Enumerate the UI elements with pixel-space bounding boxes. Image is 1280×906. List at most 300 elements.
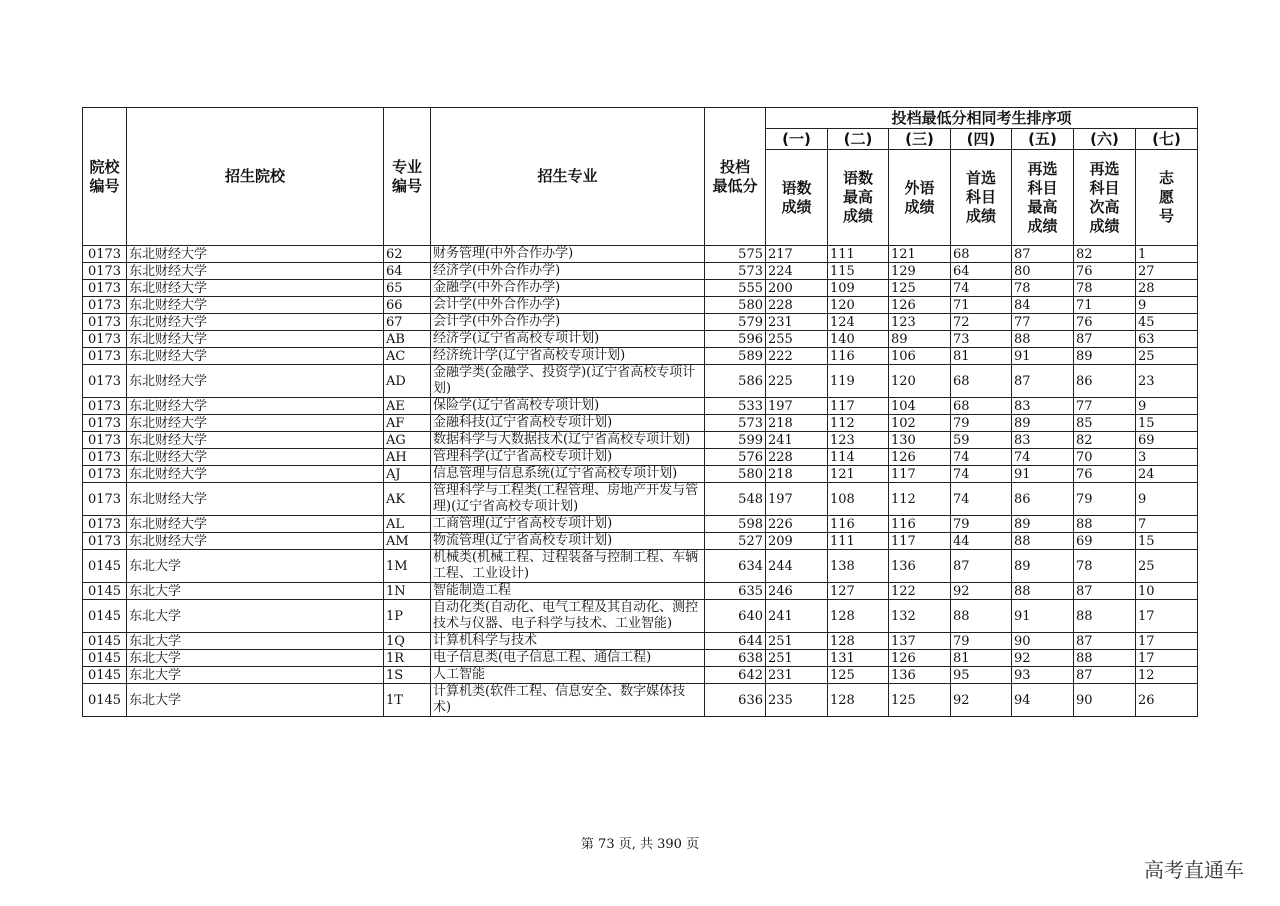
elective-second-cell: 88	[1074, 600, 1136, 633]
header-preference-no: 志 愿 号	[1136, 150, 1198, 246]
school-code-cell: 0173	[83, 466, 127, 483]
chinese-math-max-cell: 109	[828, 280, 889, 297]
first-subject-cell: 88	[951, 600, 1012, 633]
foreign-language-cell: 120	[889, 365, 951, 398]
preference-no-cell: 12	[1136, 667, 1198, 684]
major-name-cell: 电子信息类(电子信息工程、通信工程)	[431, 650, 705, 667]
foreign-language-cell: 137	[889, 633, 951, 650]
min-score-cell: 555	[705, 280, 766, 297]
chinese-math-max-cell: 115	[828, 263, 889, 280]
major-name-cell: 会计学(中外合作办学)	[431, 297, 705, 314]
min-score-cell: 599	[705, 432, 766, 449]
table-row	[83, 483, 1198, 516]
min-score-cell: 527	[705, 533, 766, 550]
elective-second-cell: 79	[1074, 483, 1136, 516]
header-order-5: (五)	[1012, 129, 1074, 150]
foreign-language-cell: 117	[889, 533, 951, 550]
school-code-cell: 0145	[83, 633, 127, 650]
foreign-language-cell: 102	[889, 415, 951, 432]
chinese-math-cell: 231	[766, 667, 828, 684]
chinese-math-max-cell: 111	[828, 246, 889, 263]
first-subject-cell: 92	[951, 684, 1012, 717]
watermark: 高考直通车	[1144, 858, 1244, 882]
table-row	[83, 583, 1198, 600]
chinese-math-cell: 235	[766, 684, 828, 717]
chinese-math-max-cell: 116	[828, 348, 889, 365]
min-score-cell: 640	[705, 600, 766, 633]
table-row	[83, 466, 1198, 483]
major-code-cell: 62	[384, 246, 431, 263]
school-name-cell: 东北财经大学	[127, 415, 384, 432]
major-code-cell: 64	[384, 263, 431, 280]
major-code-cell: 1Q	[384, 633, 431, 650]
foreign-language-cell: 89	[889, 331, 951, 348]
school-name-cell: 东北财经大学	[127, 280, 384, 297]
elective-max-cell: 87	[1012, 365, 1074, 398]
elective-max-cell: 88	[1012, 331, 1074, 348]
chinese-math-max-cell: 121	[828, 466, 889, 483]
elective-second-cell: 85	[1074, 415, 1136, 432]
major-code-cell: 1N	[384, 583, 431, 600]
school-code-cell: 0173	[83, 365, 127, 398]
preference-no-cell: 17	[1136, 600, 1198, 633]
header-elective-max: 再选 科目 最高 成绩	[1012, 150, 1074, 246]
elective-max-cell: 91	[1012, 600, 1074, 633]
elective-max-cell: 86	[1012, 483, 1074, 516]
major-code-cell: AH	[384, 449, 431, 466]
first-subject-cell: 92	[951, 583, 1012, 600]
major-code-cell: 1P	[384, 600, 431, 633]
school-code-cell: 0173	[83, 348, 127, 365]
preference-no-cell: 15	[1136, 415, 1198, 432]
chinese-math-cell: 197	[766, 398, 828, 415]
min-score-cell: 533	[705, 398, 766, 415]
foreign-language-cell: 132	[889, 600, 951, 633]
min-score-cell: 548	[705, 483, 766, 516]
table-row	[83, 246, 1198, 263]
first-subject-cell: 71	[951, 297, 1012, 314]
elective-max-cell: 84	[1012, 297, 1074, 314]
school-name-cell: 东北财经大学	[127, 297, 384, 314]
min-score-cell: 579	[705, 314, 766, 331]
major-code-cell: AJ	[384, 466, 431, 483]
school-name-cell: 东北财经大学	[127, 331, 384, 348]
elective-second-cell: 70	[1074, 449, 1136, 466]
foreign-language-cell: 136	[889, 550, 951, 583]
elective-second-cell: 76	[1074, 263, 1136, 280]
preference-no-cell: 17	[1136, 650, 1198, 667]
major-code-cell: 1S	[384, 667, 431, 684]
school-code-cell: 0145	[83, 583, 127, 600]
header-order-1: (一)	[766, 129, 828, 150]
major-code-cell: 66	[384, 297, 431, 314]
school-name-cell: 东北财经大学	[127, 263, 384, 280]
elective-max-cell: 83	[1012, 432, 1074, 449]
foreign-language-cell: 116	[889, 516, 951, 533]
preference-no-cell: 9	[1136, 483, 1198, 516]
min-score-cell: 596	[705, 331, 766, 348]
preference-no-cell: 69	[1136, 432, 1198, 449]
header-min-score: 投档 最低分	[705, 108, 766, 246]
school-name-cell: 东北财经大学	[127, 516, 384, 533]
major-name-cell: 计算机科学与技术	[431, 633, 705, 650]
table-row	[83, 516, 1198, 533]
major-name-cell: 经济学(中外合作办学)	[431, 263, 705, 280]
school-code-cell: 0173	[83, 297, 127, 314]
major-name-cell: 人工智能	[431, 667, 705, 684]
foreign-language-cell: 126	[889, 449, 951, 466]
table-row	[83, 280, 1198, 297]
elective-max-cell: 91	[1012, 466, 1074, 483]
elective-second-cell: 87	[1074, 331, 1136, 348]
major-name-cell: 物流管理(辽宁省高校专项计划)	[431, 533, 705, 550]
preference-no-cell: 23	[1136, 365, 1198, 398]
preference-no-cell: 1	[1136, 246, 1198, 263]
first-subject-cell: 68	[951, 365, 1012, 398]
first-subject-cell: 59	[951, 432, 1012, 449]
school-name-cell: 东北财经大学	[127, 466, 384, 483]
chinese-math-cell: 231	[766, 314, 828, 331]
foreign-language-cell: 122	[889, 583, 951, 600]
school-name-cell: 东北大学	[127, 684, 384, 717]
header-order-3: (三)	[889, 129, 951, 150]
table-row	[83, 415, 1198, 432]
elective-max-cell: 93	[1012, 667, 1074, 684]
chinese-math-cell: 200	[766, 280, 828, 297]
major-code-cell: 1T	[384, 684, 431, 717]
table-row	[83, 398, 1198, 415]
admission-table	[82, 107, 1198, 717]
school-code-cell: 0173	[83, 331, 127, 348]
elective-second-cell: 88	[1074, 516, 1136, 533]
school-code-cell: 0173	[83, 449, 127, 466]
chinese-math-max-cell: 108	[828, 483, 889, 516]
foreign-language-cell: 126	[889, 297, 951, 314]
elective-max-cell: 88	[1012, 533, 1074, 550]
chinese-math-cell: 228	[766, 449, 828, 466]
first-subject-cell: 74	[951, 449, 1012, 466]
preference-no-cell: 45	[1136, 314, 1198, 331]
foreign-language-cell: 126	[889, 650, 951, 667]
preference-no-cell: 9	[1136, 398, 1198, 415]
school-code-cell: 0145	[83, 550, 127, 583]
chinese-math-cell: 255	[766, 331, 828, 348]
school-code-cell: 0145	[83, 600, 127, 633]
elective-second-cell: 71	[1074, 297, 1136, 314]
elective-second-cell: 69	[1074, 533, 1136, 550]
major-name-cell: 经济学(辽宁省高校专项计划)	[431, 331, 705, 348]
table-row	[83, 297, 1198, 314]
chinese-math-max-cell: 124	[828, 314, 889, 331]
preference-no-cell: 27	[1136, 263, 1198, 280]
chinese-math-max-cell: 128	[828, 600, 889, 633]
header-chinese-math: 语数 成绩	[766, 150, 828, 246]
chinese-math-max-cell: 114	[828, 449, 889, 466]
min-score-cell: 638	[705, 650, 766, 667]
elective-second-cell: 82	[1074, 432, 1136, 449]
major-name-cell: 计算机类(软件工程、信息安全、数字媒体技术)	[431, 684, 705, 717]
chinese-math-max-cell: 128	[828, 633, 889, 650]
chinese-math-cell: 224	[766, 263, 828, 280]
major-code-cell: 1M	[384, 550, 431, 583]
major-name-cell: 工商管理(辽宁省高校专项计划)	[431, 516, 705, 533]
major-name-cell: 金融学(中外合作办学)	[431, 280, 705, 297]
chinese-math-max-cell: 138	[828, 550, 889, 583]
elective-second-cell: 87	[1074, 583, 1136, 600]
foreign-language-cell: 129	[889, 263, 951, 280]
school-name-cell: 东北大学	[127, 600, 384, 633]
school-name-cell: 东北财经大学	[127, 483, 384, 516]
school-code-cell: 0173	[83, 415, 127, 432]
preference-no-cell: 10	[1136, 583, 1198, 600]
min-score-cell: 589	[705, 348, 766, 365]
table-row	[83, 331, 1198, 348]
major-code-cell: 65	[384, 280, 431, 297]
chinese-math-cell: 251	[766, 650, 828, 667]
table-row	[83, 650, 1198, 667]
first-subject-cell: 74	[951, 280, 1012, 297]
major-code-cell: AM	[384, 533, 431, 550]
header-order-7: (七)	[1136, 129, 1198, 150]
school-code-cell: 0173	[83, 398, 127, 415]
school-name-cell: 东北大学	[127, 667, 384, 684]
school-code-cell: 0173	[83, 314, 127, 331]
school-code-cell: 0173	[83, 483, 127, 516]
table-row	[83, 263, 1198, 280]
table-header	[83, 108, 1198, 246]
min-score-cell: 580	[705, 466, 766, 483]
foreign-language-cell: 125	[889, 684, 951, 717]
major-name-cell: 智能制造工程	[431, 583, 705, 600]
header-elective-second: 再选 科目 次高 成绩	[1074, 150, 1136, 246]
min-score-cell: 573	[705, 415, 766, 432]
chinese-math-cell: 244	[766, 550, 828, 583]
school-name-cell: 东北财经大学	[127, 398, 384, 415]
chinese-math-max-cell: 131	[828, 650, 889, 667]
table-row	[83, 533, 1198, 550]
chinese-math-cell: 217	[766, 246, 828, 263]
header-major-name: 招生专业	[431, 108, 705, 246]
major-code-cell: AC	[384, 348, 431, 365]
major-code-cell: AF	[384, 415, 431, 432]
preference-no-cell: 15	[1136, 533, 1198, 550]
elective-second-cell: 78	[1074, 550, 1136, 583]
school-name-cell: 东北财经大学	[127, 246, 384, 263]
elective-max-cell: 78	[1012, 280, 1074, 297]
elective-max-cell: 89	[1012, 415, 1074, 432]
major-code-cell: AE	[384, 398, 431, 415]
elective-max-cell: 83	[1012, 398, 1074, 415]
preference-no-cell: 24	[1136, 466, 1198, 483]
major-code-cell: AB	[384, 331, 431, 348]
first-subject-cell: 44	[951, 533, 1012, 550]
major-name-cell: 财务管理(中外合作办学)	[431, 246, 705, 263]
school-code-cell: 0145	[83, 667, 127, 684]
table-row	[83, 348, 1198, 365]
school-name-cell: 东北大学	[127, 650, 384, 667]
table-row	[83, 432, 1198, 449]
preference-no-cell: 25	[1136, 550, 1198, 583]
major-code-cell: AK	[384, 483, 431, 516]
school-name-cell: 东北大学	[127, 633, 384, 650]
min-score-cell: 576	[705, 449, 766, 466]
chinese-math-max-cell: 128	[828, 684, 889, 717]
major-name-cell: 自动化类(自动化、电气工程及其自动化、测控技术与仪器、电子科学与技术、工业智能)	[431, 600, 705, 633]
table-row	[83, 600, 1198, 633]
chinese-math-cell: 241	[766, 600, 828, 633]
chinese-math-max-cell: 117	[828, 398, 889, 415]
foreign-language-cell: 123	[889, 314, 951, 331]
school-code-cell: 0145	[83, 684, 127, 717]
major-name-cell: 保险学(辽宁省高校专项计划)	[431, 398, 705, 415]
elective-max-cell: 80	[1012, 263, 1074, 280]
chinese-math-max-cell: 116	[828, 516, 889, 533]
min-score-cell: 635	[705, 583, 766, 600]
school-name-cell: 东北财经大学	[127, 348, 384, 365]
min-score-cell: 580	[705, 297, 766, 314]
major-name-cell: 管理科学与工程类(工程管理、房地产开发与管理)(辽宁省高校专项计划)	[431, 483, 705, 516]
school-name-cell: 东北财经大学	[127, 432, 384, 449]
header-order-6: (六)	[1074, 129, 1136, 150]
chinese-math-cell: 197	[766, 483, 828, 516]
header-major-code: 专业 编号	[384, 108, 431, 246]
chinese-math-cell: 241	[766, 432, 828, 449]
major-name-cell: 数据科学与大数据技术(辽宁省高校专项计划)	[431, 432, 705, 449]
foreign-language-cell: 112	[889, 483, 951, 516]
elective-max-cell: 89	[1012, 516, 1074, 533]
foreign-language-cell: 136	[889, 667, 951, 684]
elective-max-cell: 77	[1012, 314, 1074, 331]
elective-second-cell: 82	[1074, 246, 1136, 263]
chinese-math-cell: 209	[766, 533, 828, 550]
min-score-cell: 575	[705, 246, 766, 263]
school-code-cell: 0173	[83, 246, 127, 263]
table-row	[83, 667, 1198, 684]
elective-second-cell: 88	[1074, 650, 1136, 667]
first-subject-cell: 81	[951, 348, 1012, 365]
major-name-cell: 金融科技(辽宁省高校专项计划)	[431, 415, 705, 432]
min-score-cell: 636	[705, 684, 766, 717]
elective-max-cell: 90	[1012, 633, 1074, 650]
chinese-math-max-cell: 119	[828, 365, 889, 398]
elective-second-cell: 89	[1074, 348, 1136, 365]
preference-no-cell: 26	[1136, 684, 1198, 717]
chinese-math-cell: 218	[766, 415, 828, 432]
header-school-name: 招生院校	[127, 108, 384, 246]
major-name-cell: 会计学(中外合作办学)	[431, 314, 705, 331]
preference-no-cell: 25	[1136, 348, 1198, 365]
elective-max-cell: 89	[1012, 550, 1074, 583]
elective-max-cell: 87	[1012, 246, 1074, 263]
foreign-language-cell: 104	[889, 398, 951, 415]
major-name-cell: 机械类(机械工程、过程装备与控制工程、车辆工程、工业设计)	[431, 550, 705, 583]
preference-no-cell: 7	[1136, 516, 1198, 533]
elective-max-cell: 91	[1012, 348, 1074, 365]
first-subject-cell: 74	[951, 466, 1012, 483]
elective-second-cell: 87	[1074, 633, 1136, 650]
school-name-cell: 东北大学	[127, 550, 384, 583]
first-subject-cell: 95	[951, 667, 1012, 684]
table-row	[83, 449, 1198, 466]
min-score-cell: 573	[705, 263, 766, 280]
min-score-cell: 586	[705, 365, 766, 398]
school-name-cell: 东北财经大学	[127, 365, 384, 398]
chinese-math-cell: 222	[766, 348, 828, 365]
first-subject-cell: 79	[951, 415, 1012, 432]
chinese-math-cell: 246	[766, 583, 828, 600]
chinese-math-max-cell: 140	[828, 331, 889, 348]
first-subject-cell: 64	[951, 263, 1012, 280]
major-name-cell: 管理科学(辽宁省高校专项计划)	[431, 449, 705, 466]
first-subject-cell: 81	[951, 650, 1012, 667]
school-name-cell: 东北财经大学	[127, 449, 384, 466]
header-first-subject: 首选 科目 成绩	[951, 150, 1012, 246]
elective-max-cell: 74	[1012, 449, 1074, 466]
chinese-math-max-cell: 123	[828, 432, 889, 449]
elective-max-cell: 94	[1012, 684, 1074, 717]
preference-no-cell: 17	[1136, 633, 1198, 650]
chinese-math-max-cell: 127	[828, 583, 889, 600]
page-footer: 第 73 页, 共 390 页	[580, 837, 700, 852]
header-school-code: 院校 编号	[83, 108, 127, 246]
school-code-cell: 0173	[83, 263, 127, 280]
table-row	[83, 550, 1198, 583]
foreign-language-cell: 106	[889, 348, 951, 365]
elective-second-cell: 78	[1074, 280, 1136, 297]
school-name-cell: 东北财经大学	[127, 533, 384, 550]
chinese-math-max-cell: 111	[828, 533, 889, 550]
table-body	[83, 246, 1198, 717]
major-name-cell: 信息管理与信息系统(辽宁省高校专项计划)	[431, 466, 705, 483]
elective-second-cell: 86	[1074, 365, 1136, 398]
chinese-math-cell: 226	[766, 516, 828, 533]
elective-second-cell: 87	[1074, 667, 1136, 684]
table-row	[83, 314, 1198, 331]
first-subject-cell: 68	[951, 398, 1012, 415]
first-subject-cell: 74	[951, 483, 1012, 516]
first-subject-cell: 79	[951, 516, 1012, 533]
first-subject-cell: 68	[951, 246, 1012, 263]
preference-no-cell: 3	[1136, 449, 1198, 466]
major-name-cell: 经济统计学(辽宁省高校专项计划)	[431, 348, 705, 365]
chinese-math-max-cell: 112	[828, 415, 889, 432]
min-score-cell: 642	[705, 667, 766, 684]
header-sort-group: 投档最低分相同考生排序项	[766, 108, 1198, 129]
header-chinese-math-max: 语数 最高 成绩	[828, 150, 889, 246]
chinese-math-cell: 228	[766, 297, 828, 314]
foreign-language-cell: 130	[889, 432, 951, 449]
first-subject-cell: 79	[951, 633, 1012, 650]
elective-max-cell: 88	[1012, 583, 1074, 600]
major-code-cell: AL	[384, 516, 431, 533]
school-code-cell: 0145	[83, 650, 127, 667]
table-row	[83, 365, 1198, 398]
chinese-math-cell: 251	[766, 633, 828, 650]
header-foreign-language: 外语 成绩	[889, 150, 951, 246]
preference-no-cell: 28	[1136, 280, 1198, 297]
school-name-cell: 东北财经大学	[127, 314, 384, 331]
elective-max-cell: 92	[1012, 650, 1074, 667]
preference-no-cell: 63	[1136, 331, 1198, 348]
major-code-cell: 1R	[384, 650, 431, 667]
min-score-cell: 644	[705, 633, 766, 650]
chinese-math-max-cell: 125	[828, 667, 889, 684]
header-order-4: (四)	[951, 129, 1012, 150]
school-code-cell: 0173	[83, 533, 127, 550]
school-code-cell: 0173	[83, 280, 127, 297]
preference-no-cell: 9	[1136, 297, 1198, 314]
first-subject-cell: 72	[951, 314, 1012, 331]
